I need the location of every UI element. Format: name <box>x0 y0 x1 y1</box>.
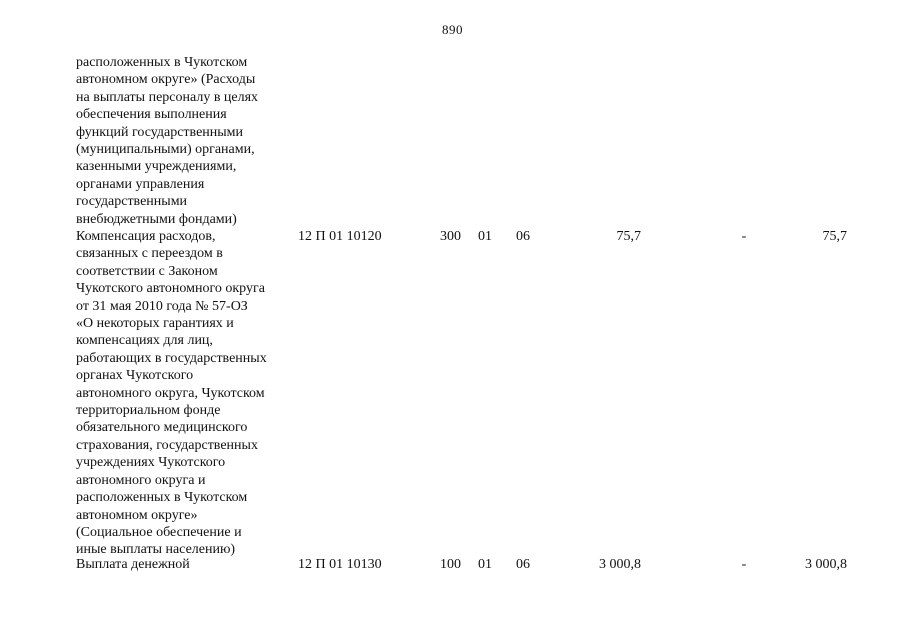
subsection-code: 06 <box>516 557 530 572</box>
description-line: от 31 мая 2010 года № 57-ОЗ <box>76 298 248 314</box>
description-line: автономного округа и <box>76 472 206 488</box>
description-line: обеспечения выполнения <box>76 107 227 123</box>
target-code: 12 П 01 10120 <box>298 229 382 244</box>
description-line: соответствии с Законом <box>76 263 218 279</box>
description-line: территориальном фонде <box>76 403 221 419</box>
section-code: 01 <box>478 557 492 572</box>
expense-type: 100 <box>440 557 461 572</box>
description-line: функций государственными <box>76 124 244 140</box>
change-amount: - <box>741 557 747 572</box>
description-line: страхования, государственных <box>76 437 258 453</box>
description-line: автономного округа, Чукотском <box>76 385 265 401</box>
description-line: связанных с переездом в <box>76 246 223 262</box>
row-description <box>76 228 291 559</box>
description-line: Компенсация расходов, <box>76 229 216 244</box>
row-description <box>76 54 291 228</box>
description-line: автономном округе» (Расходы <box>76 72 256 88</box>
total-amount: 3 000,8 <box>805 557 847 572</box>
subsection-code: 06 <box>516 229 530 244</box>
description-line: Выплата денежной <box>76 557 190 572</box>
description-line: органами управления <box>76 176 205 192</box>
description-line: государственными <box>76 194 188 210</box>
description-line: обязательного медицинского <box>76 420 248 436</box>
description-line: учреждениях Чукотского <box>76 455 226 471</box>
description-line: автономном округе» <box>76 507 198 523</box>
description-line: расположенных в Чукотском <box>76 55 248 70</box>
row-description <box>76 556 291 573</box>
expense-type: 300 <box>440 229 461 244</box>
section-code: 01 <box>478 229 492 244</box>
description-line: Чукотского автономного округа <box>76 281 265 297</box>
description-line: работающих в государственных <box>76 350 267 366</box>
amount: 75,7 <box>616 229 641 244</box>
description-line: «О некоторых гарантиях и <box>76 316 234 332</box>
amount: 3 000,8 <box>599 557 641 572</box>
description-line: внебюджетными фондами) <box>76 211 237 227</box>
description-line: казенными учреждениями, <box>76 159 237 175</box>
description-line: расположенных в Чукотском <box>76 490 248 506</box>
change-amount: - <box>741 229 747 244</box>
description-line: компенсациях для лиц, <box>76 333 213 349</box>
description-line: (Социальное обеспечение и <box>76 524 242 540</box>
description-line: иные выплаты населению) <box>76 542 236 558</box>
page-number: 890 <box>442 22 463 37</box>
target-code: 12 П 01 10130 <box>298 557 382 572</box>
total-amount: 75,7 <box>822 229 847 244</box>
description-line: на выплаты персоналу в целях <box>76 89 259 105</box>
description-line: (муниципальными) органами, <box>76 142 255 158</box>
description-line: органах Чукотского <box>76 368 194 384</box>
